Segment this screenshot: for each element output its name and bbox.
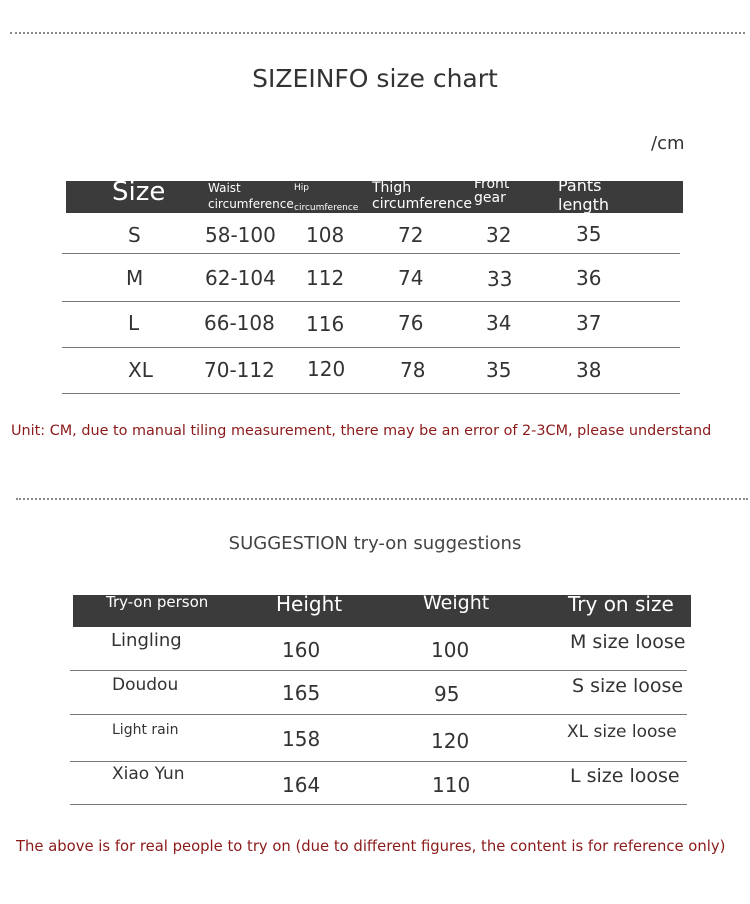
row-divider bbox=[62, 393, 680, 394]
row-weight: 110 bbox=[432, 773, 471, 797]
row-person: Doudou bbox=[112, 675, 179, 695]
row-front: 33 bbox=[487, 267, 513, 291]
row-divider bbox=[62, 301, 680, 302]
row-try-size: L size loose bbox=[570, 765, 680, 787]
row-divider bbox=[70, 804, 687, 805]
row-hip: 116 bbox=[306, 312, 345, 336]
row-hip: 112 bbox=[306, 266, 345, 290]
row-try-size: S size loose bbox=[572, 675, 684, 697]
row-waist: 62-104 bbox=[205, 266, 276, 290]
row-height: 164 bbox=[282, 773, 321, 797]
suggestion-note: The above is for real people to try on (due to different figures, the content is for reference only) bbox=[16, 838, 726, 855]
row-thigh: 74 bbox=[398, 266, 424, 290]
header-hip: Hip circumference bbox=[294, 183, 359, 213]
row-front: 35 bbox=[486, 358, 512, 382]
row-person: Xiao Yun bbox=[112, 764, 185, 784]
row-waist: 58-100 bbox=[205, 223, 276, 247]
row-thigh: 72 bbox=[398, 223, 424, 247]
size-table-header bbox=[66, 176, 683, 214]
header-try-size: Try on size bbox=[568, 592, 674, 616]
row-try-size: M size loose bbox=[570, 631, 686, 653]
row-height: 160 bbox=[282, 638, 321, 662]
row-weight: 95 bbox=[434, 682, 460, 706]
row-weight: 100 bbox=[431, 638, 470, 662]
header-front: Front gear bbox=[474, 176, 510, 206]
row-length: 35 bbox=[576, 222, 602, 246]
row-front: 32 bbox=[486, 223, 512, 247]
header-height: Height bbox=[276, 592, 343, 616]
row-size: XL bbox=[128, 358, 153, 382]
row-thigh: 76 bbox=[398, 311, 424, 335]
row-waist: 66-108 bbox=[204, 311, 275, 335]
header-length: Pants length bbox=[558, 176, 609, 214]
middle-dotted-divider bbox=[16, 498, 748, 500]
size-chart-note: Unit: CM, due to manual tiling measurement, there may be an error of 2-3CM, please understand bbox=[11, 423, 712, 439]
size-chart-title: SIZEINFO size chart bbox=[252, 64, 498, 93]
row-hip: 108 bbox=[306, 223, 345, 247]
row-length: 37 bbox=[576, 311, 602, 335]
header-thigh: Thigh circumference bbox=[372, 180, 473, 212]
row-divider bbox=[62, 347, 680, 348]
row-person: Light rain bbox=[112, 722, 179, 738]
row-try-size: XL size loose bbox=[567, 722, 677, 742]
row-front: 34 bbox=[486, 311, 512, 335]
row-size: M bbox=[126, 266, 144, 290]
row-size: L bbox=[128, 311, 140, 335]
suggestion-table-header bbox=[73, 592, 691, 627]
row-thigh: 78 bbox=[400, 358, 426, 382]
row-weight: 120 bbox=[431, 729, 470, 753]
suggestion-title: SUGGESTION try-on suggestions bbox=[228, 533, 522, 554]
row-divider bbox=[70, 714, 687, 715]
top-dotted-divider bbox=[10, 32, 745, 34]
header-weight: Weight bbox=[423, 592, 490, 614]
row-length: 38 bbox=[576, 358, 602, 382]
row-length: 36 bbox=[576, 266, 602, 290]
unit-label: /cm bbox=[651, 133, 685, 154]
row-divider bbox=[62, 253, 680, 254]
row-height: 165 bbox=[282, 681, 321, 705]
row-divider bbox=[70, 670, 687, 671]
row-waist: 70-112 bbox=[204, 358, 275, 382]
header-person: Try-on person bbox=[106, 593, 209, 611]
row-divider bbox=[70, 761, 687, 762]
row-hip: 120 bbox=[307, 357, 346, 381]
row-height: 158 bbox=[282, 727, 321, 751]
header-waist: Waist circumference bbox=[208, 181, 294, 211]
row-person: Lingling bbox=[111, 630, 182, 651]
header-size: Size bbox=[112, 177, 166, 207]
row-size: S bbox=[128, 223, 141, 247]
